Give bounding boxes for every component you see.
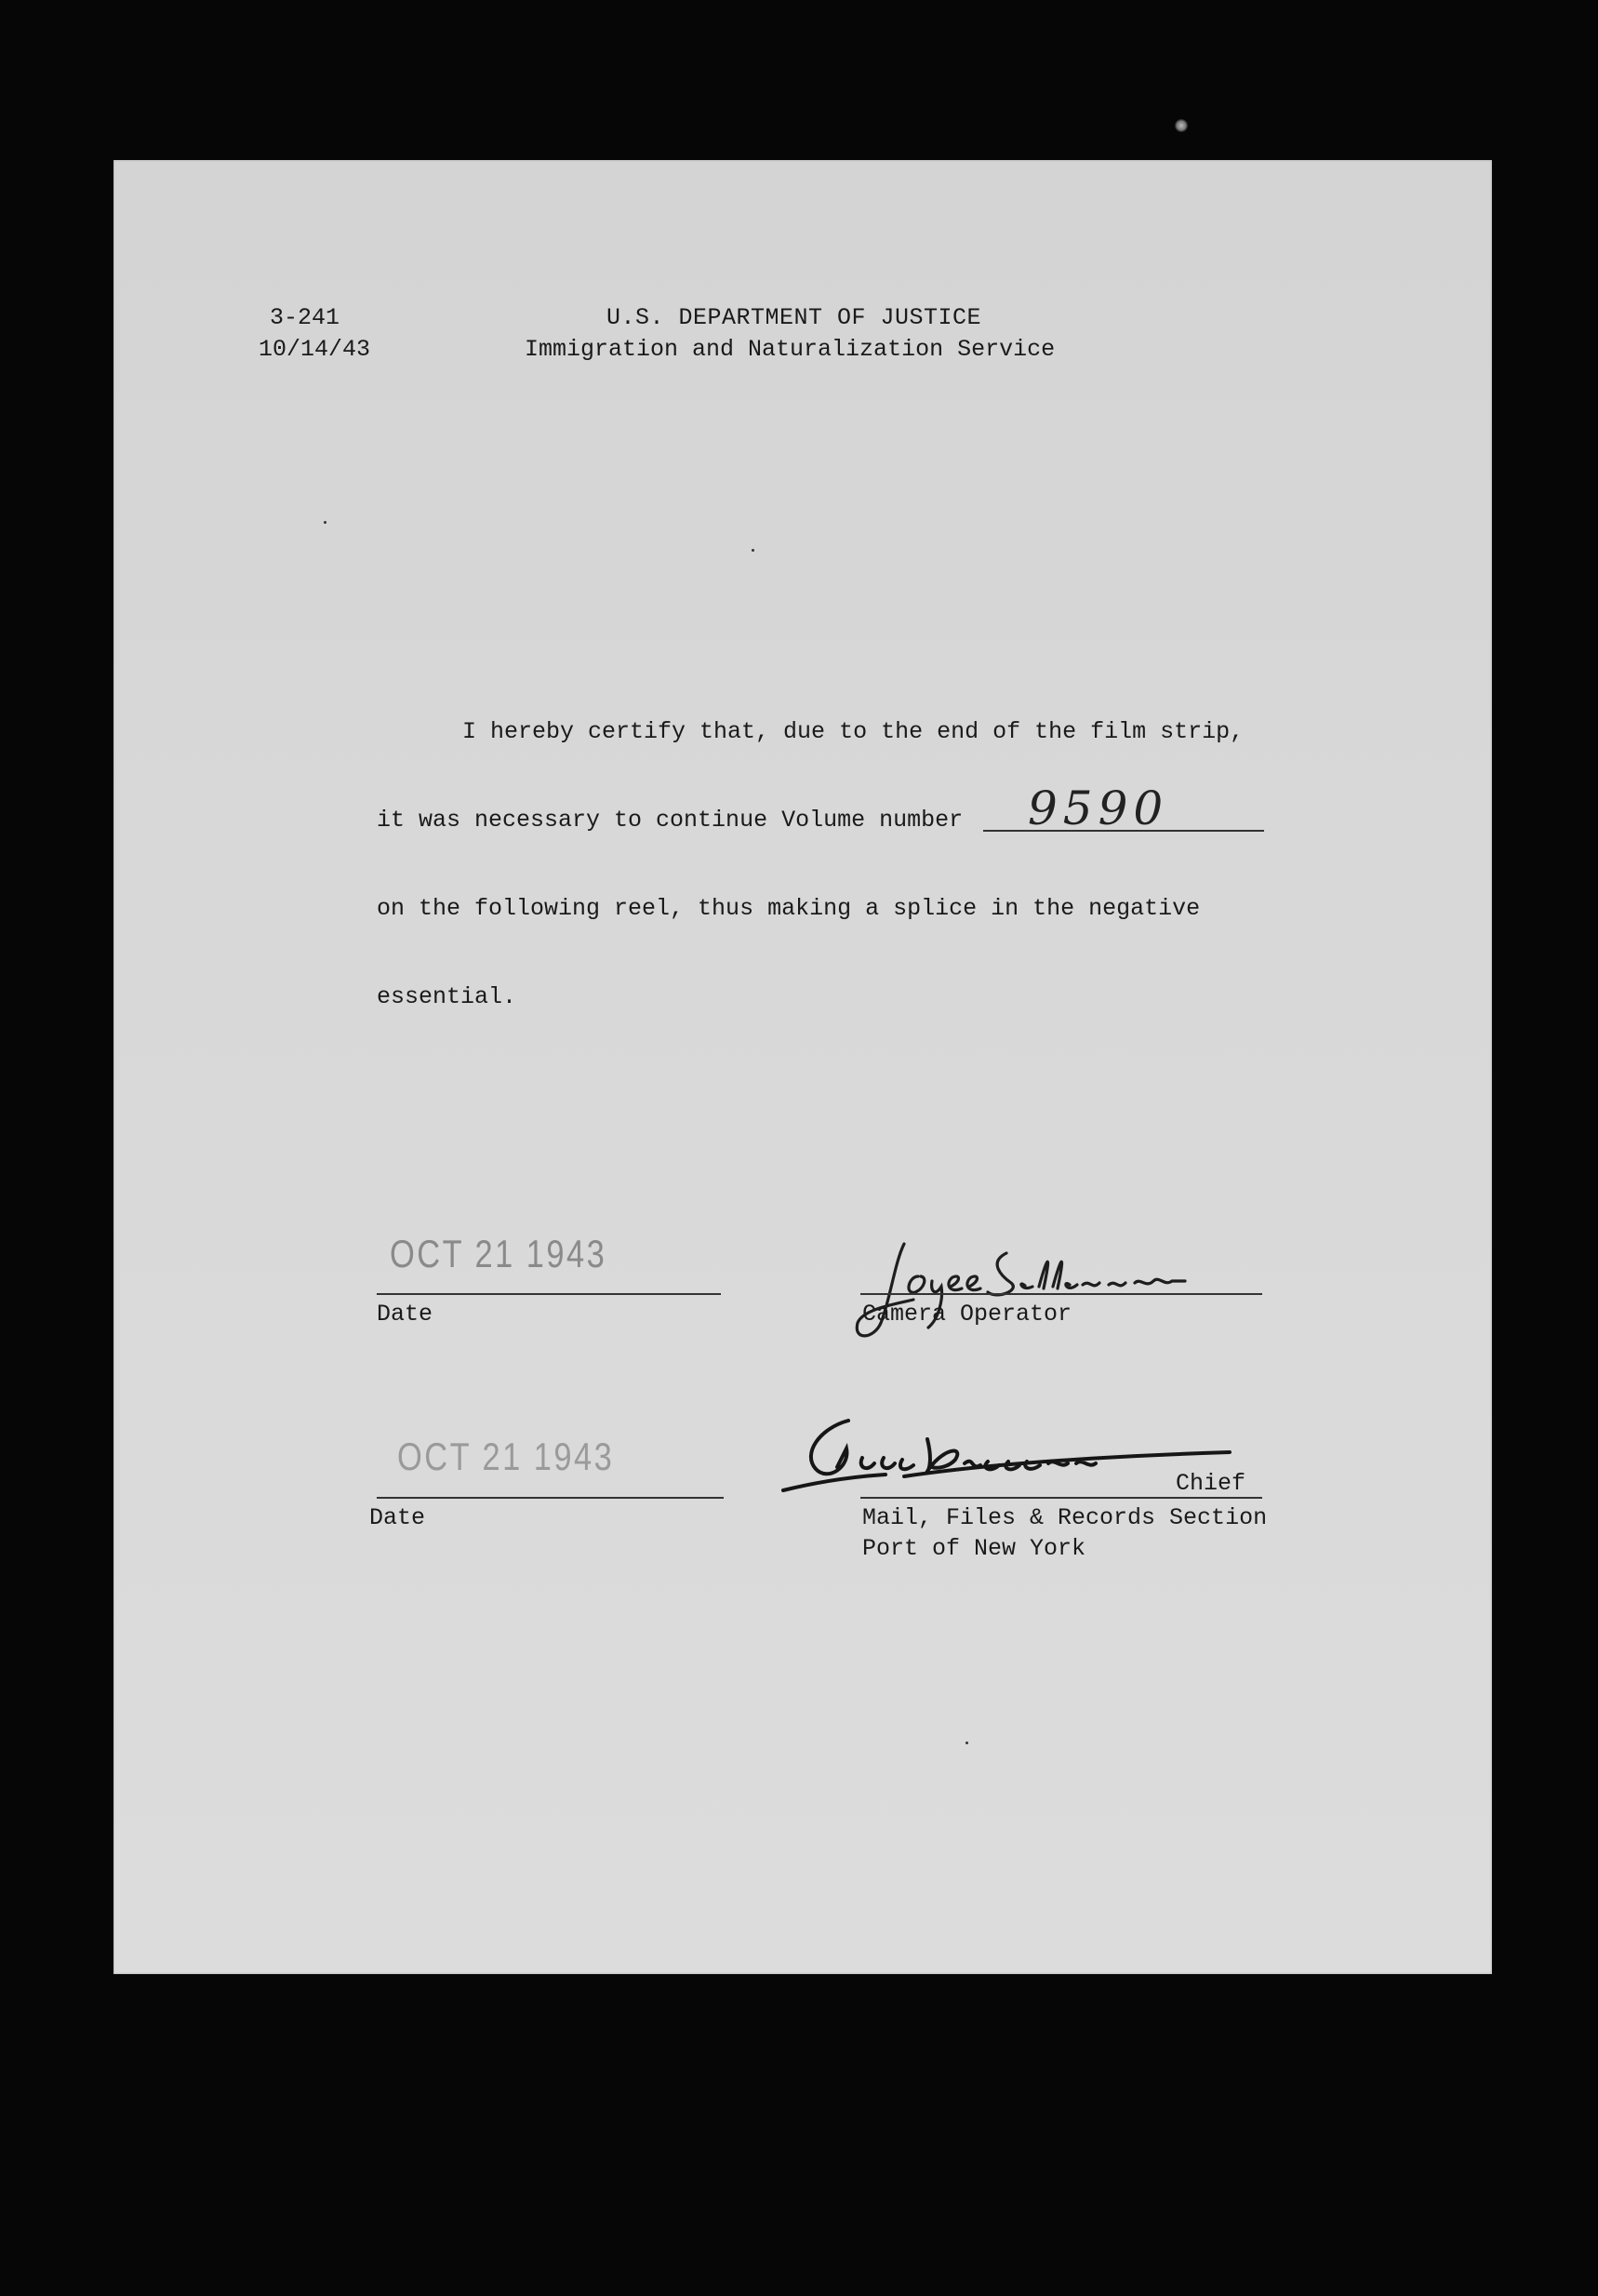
- date-stamp-1: OCT 21 1943: [390, 1232, 607, 1275]
- date-label-2: Date: [369, 1504, 426, 1531]
- camera-operator-signature: [839, 1225, 1304, 1346]
- date-label-1: Date: [377, 1301, 433, 1328]
- certification-line-1: I hereby certify that, due to the end of the film strip,: [462, 718, 1245, 745]
- department-heading: U.S. DEPARTMENT OF JUSTICE: [606, 304, 982, 331]
- paper-speck: [324, 521, 326, 524]
- date-line-2: [377, 1497, 724, 1499]
- service-heading: Immigration and Naturalization Service: [525, 336, 1056, 363]
- certification-line-3: on the following reel, thus making a splice in the negative: [377, 895, 1201, 922]
- certification-line-2: it was necessary to continue Volume number: [377, 807, 964, 834]
- paper-speck: [965, 1742, 968, 1744]
- camera-operator-label: Camera Operator: [862, 1301, 1072, 1328]
- document-page: [113, 160, 1492, 1974]
- date-line-1: [377, 1293, 721, 1295]
- chief-line: [860, 1497, 1262, 1499]
- port-label: Port of New York: [862, 1535, 1086, 1562]
- volume-number-handwritten: 9590: [1028, 781, 1169, 835]
- chief-label: Chief: [1176, 1470, 1246, 1497]
- section-label: Mail, Files & Records Section: [862, 1504, 1268, 1531]
- form-number: 3-241: [270, 304, 340, 331]
- form-date: 10/14/43: [259, 336, 371, 363]
- film-speck: [1174, 119, 1189, 132]
- camera-operator-line: [860, 1293, 1262, 1295]
- date-stamp-2: OCT 21 1943: [397, 1435, 615, 1478]
- certification-line-4: essential.: [377, 983, 517, 1010]
- paper-speck: [752, 549, 754, 552]
